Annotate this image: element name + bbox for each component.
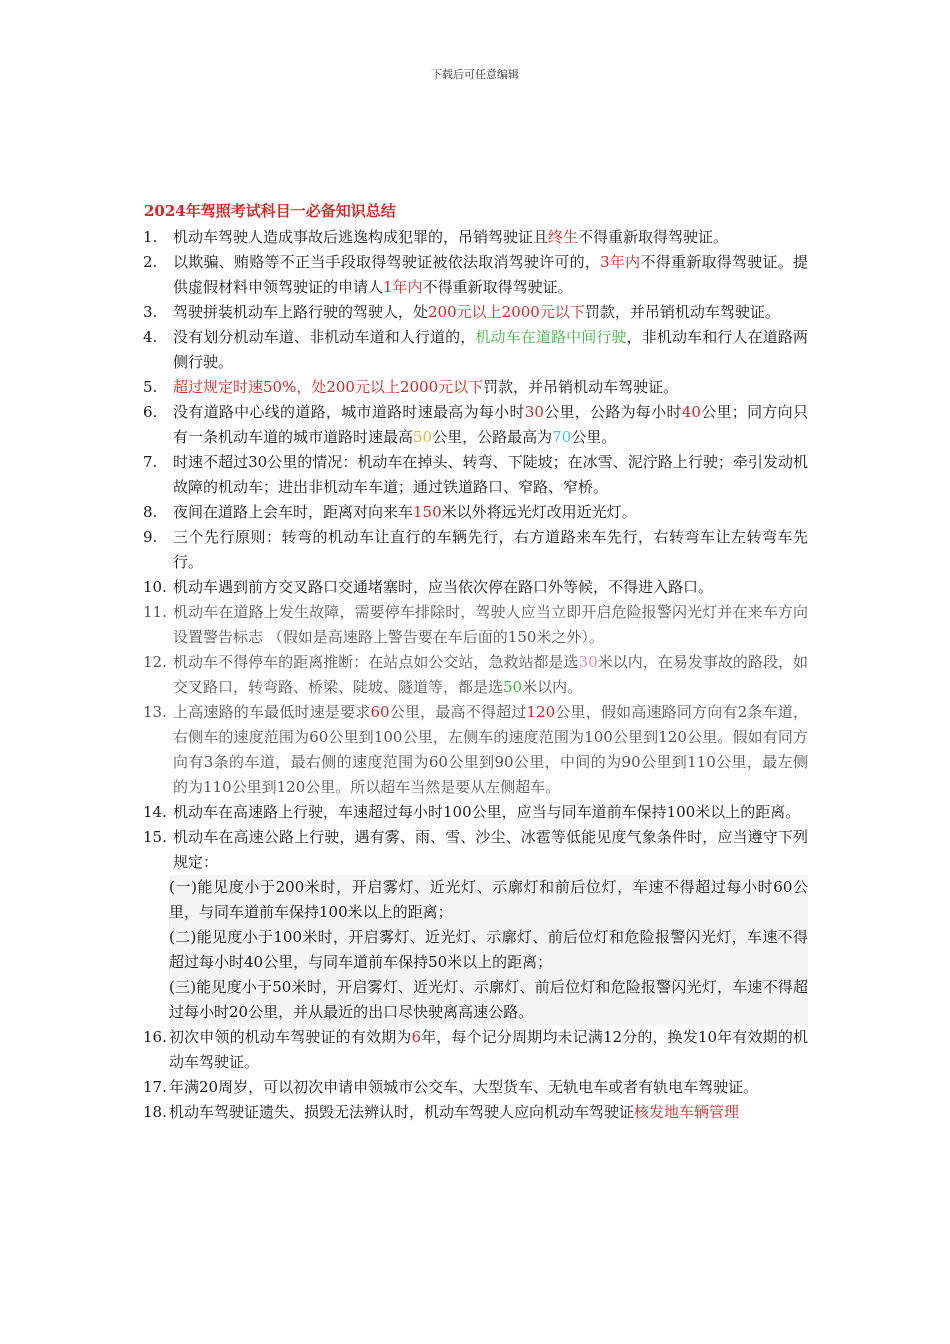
list-item-number: 14. [143,803,167,821]
list-item-number: 11. [143,603,167,621]
list-item [143,400,808,450]
list-item-number: 17. [143,1078,167,1096]
list-item-text [173,225,808,250]
list-item-text [169,1075,808,1100]
highlight-text: 1年内 [383,278,423,296]
text-segment: 没有划分机动车道、非机动车道和人行道的， [173,328,476,346]
document-title: 2024年驾照考试科目一必备知识总结 [144,202,396,220]
list-item [143,800,808,825]
list-item-number: 15. [143,828,167,846]
highlight-text: 70 [552,428,572,446]
text-segment: 夜间在道路上会车时，距离对向来车 [173,503,414,521]
text-segment: 上高速路的车最低时速是要求 [173,703,371,721]
text-segment: 罚款，并吊销机动车驾驶证。 [584,303,780,321]
list-item-text [169,1100,808,1125]
list-item-text [173,700,808,800]
text-segment: 年满20周岁，可以初次申请申领城市公交车、大型货车、无轨电车或者有轨电车驾驶证。 [169,1078,759,1096]
list-item [143,1100,808,1125]
list-item-text [173,650,808,700]
highlight-text: 30 [578,653,598,671]
text-segment: 公里，假如高速路同方向有2条车道，右侧车的速度范围为60公里到100公里，左侧车的速度范围为100公里到120公里。假如有同方向有3条的车道，最右侧的速度范围为60公里到90公里，中间的为90公里到110公里，最左侧的为110公里到120公里。所以超车当然是要从左侧超车。 [173,703,808,796]
highlight-text: 3年内 [600,253,641,271]
list-item-text [173,575,808,600]
highlight-text: 超过规定时速50%，处200元以上2000元以下 [173,378,484,396]
list-item-number: 1. [143,228,158,246]
text-segment: 机动车在道路上发生故障，需要停车排除时，驾驶人应当立即开启危险报警闪光灯并在来车方向设置警告标志 （假如是高速路上警告要在车后面的150米之外）。 [173,603,808,646]
text-segment: 公里，公路最高为 [432,428,553,446]
list-item [143,225,808,250]
list-item-text [173,300,808,325]
text-segment: 米以内。 [522,678,583,696]
text-segment: 初次申领的机动车驾驶证的有效期为 [169,1028,412,1046]
text-segment: 不得重新取得驾驶证。 [578,228,729,246]
text-segment: 罚款，并吊销机动车驾驶证。 [483,378,679,396]
text-segment: 机动车在高速路上行驶，车速超过每小时100公里，应当与同车道前车保持100米以上的距离。 [173,803,801,821]
text-segment: 米以内，在易发事故的路段，如交叉路口，转弯路、桥梁、陡坡、隧道等，都是选 [173,653,808,696]
page-header: 下载后可任意编辑 [431,68,519,81]
list-item [143,525,808,575]
list-item-number: 9. [143,528,158,546]
list-item-text [173,525,808,575]
list-item-number: 2. [143,253,158,271]
highlight-text: 150 [413,503,442,521]
list-item-text [173,325,808,375]
list-item-number: 18. [143,1103,167,1121]
highlight-text: 60 [370,703,390,721]
sub-item: (二)能见度小于100米时，开启雾灯、近光灯、示廓灯、前后位灯和危险报警闪光灯，车速不得超过每小时40公里，与同车道前车保持50米以上的距离； [169,925,808,975]
list-item [143,375,808,400]
text-segment: 时速不超过30公里的情况：机动车在掉头、转弯、下陡坡；在冰雪、泥泞路上行驶；牵引发动机故障的机动车；进出非机动车车道；通过铁道路口、窄路、窄桥。 [173,453,808,496]
list-item-text [173,800,808,825]
list-item-number: 10. [143,578,167,596]
list-item [143,450,808,500]
text-segment: 以欺骗、贿赂等不正当手段取得驾驶证被依法取消驾驶许可的， [173,253,601,271]
list-item-number: 8. [143,503,158,521]
list-item-text [173,250,808,300]
text-segment: 机动车在高速公路上行驶，遇有雾、雨、雪、沙尘、冰雹等低能见度气象条件时，应当遵守下列规定： [173,828,808,871]
list-item-number: 4. [143,328,158,346]
list-item-text [173,400,808,450]
list-item [143,325,808,375]
list-item-text [173,500,808,525]
text-segment: 三个先行原则：转弯的机动车让直行的车辆先行，右方道路来车先行，右转弯车让左转弯车先行。 [173,528,808,571]
text-segment: 不得重新取得驾驶证。提供虚假材料申领驾驶证的申请人 [173,253,808,296]
list-item [143,600,808,650]
list-item-number: 13. [143,703,167,721]
highlight-text: 30 [524,403,544,421]
list-item [143,1025,808,1075]
text-segment: 没有道路中心线的道路，城市道路时速最高为每小时 [173,403,525,421]
list-item [143,650,808,700]
list-item [143,250,808,300]
text-segment: 机动车遇到前方交叉路口交通堵塞时，应当依次停在路口外等候，不得进入路口。 [173,578,714,596]
list-item-text [173,375,808,400]
text-segment: 机动车驾驶人造成事故后逃逸构成犯罪的，吊销驾驶证且 [173,228,549,246]
sub-item: (三)能见度小于50米时，开启雾灯、近光灯、示廓灯、前后位灯和危险报警闪光灯，车速不得超过每小时20公里，并从最近的出口尽快驶离高速公路。 [169,975,808,1025]
knowledge-list [143,225,808,1125]
highlight-text: 机动车在道路中间行驶 [475,328,627,346]
list-item-number: 6. [143,403,158,421]
highlight-text: 6 [411,1028,421,1046]
text-segment: 机动车不得停车的距离推断：在站点如公交站，急救站都是选 [173,653,579,671]
sub-item: (一)能见度小于200米时，开启雾灯、近光灯、示廓灯和前后位灯，车速不得超过每小时60公里，与同车道前车保持100米以上的距离； [169,875,808,925]
text-segment: 公里，最高不得超过 [389,703,527,721]
list-item-text [173,600,808,650]
list-item-number: 3. [143,303,158,321]
highlight-text: 50 [413,428,433,446]
highlight-text: 120 [526,703,556,721]
list-item [143,300,808,325]
list-item [143,1075,808,1100]
list-item [143,500,808,525]
list-item-number: 12. [143,653,167,671]
highlight-text: 200元以上2000元以下 [428,303,585,321]
highlight-text: 40 [681,403,701,421]
list-item [143,700,808,800]
text-segment: 公里；同方向只有一条机动车道的城市道路时速最高 [173,403,808,446]
list-item [143,575,808,600]
text-segment: ，非机动车和行人在道路两侧行驶。 [173,328,808,371]
highlight-text: 核发地车辆管理 [634,1103,740,1121]
list-item-text [173,450,808,500]
list-item [143,825,808,875]
highlight-text: 终生 [548,228,579,246]
text-segment: 不得重新取得驾驶证。 [422,278,573,296]
list-item-number: 5. [143,378,158,396]
list-item-text [169,1025,808,1075]
list-item-number: 7. [143,453,158,471]
text-segment: 机动车驾驶证遗失、损毁无法辨认时，机动车驾驶人应向机动车驾驶证 [169,1103,635,1121]
list-item-text [173,825,808,875]
highlight-text: 50 [503,678,523,696]
text-segment: 公里。 [571,428,617,446]
text-segment: 年，每个记分周期均未记满12分的，换发10年有效期的机动车驾驶证。 [169,1028,808,1071]
list-item-number: 16. [143,1028,167,1046]
text-segment: 公里，公路为每小时 [543,403,682,421]
text-segment: 驾驶拼装机动车上路行驶的驾驶人，处 [173,303,429,321]
text-segment: 米以外将远光灯改用近光灯。 [441,503,637,521]
